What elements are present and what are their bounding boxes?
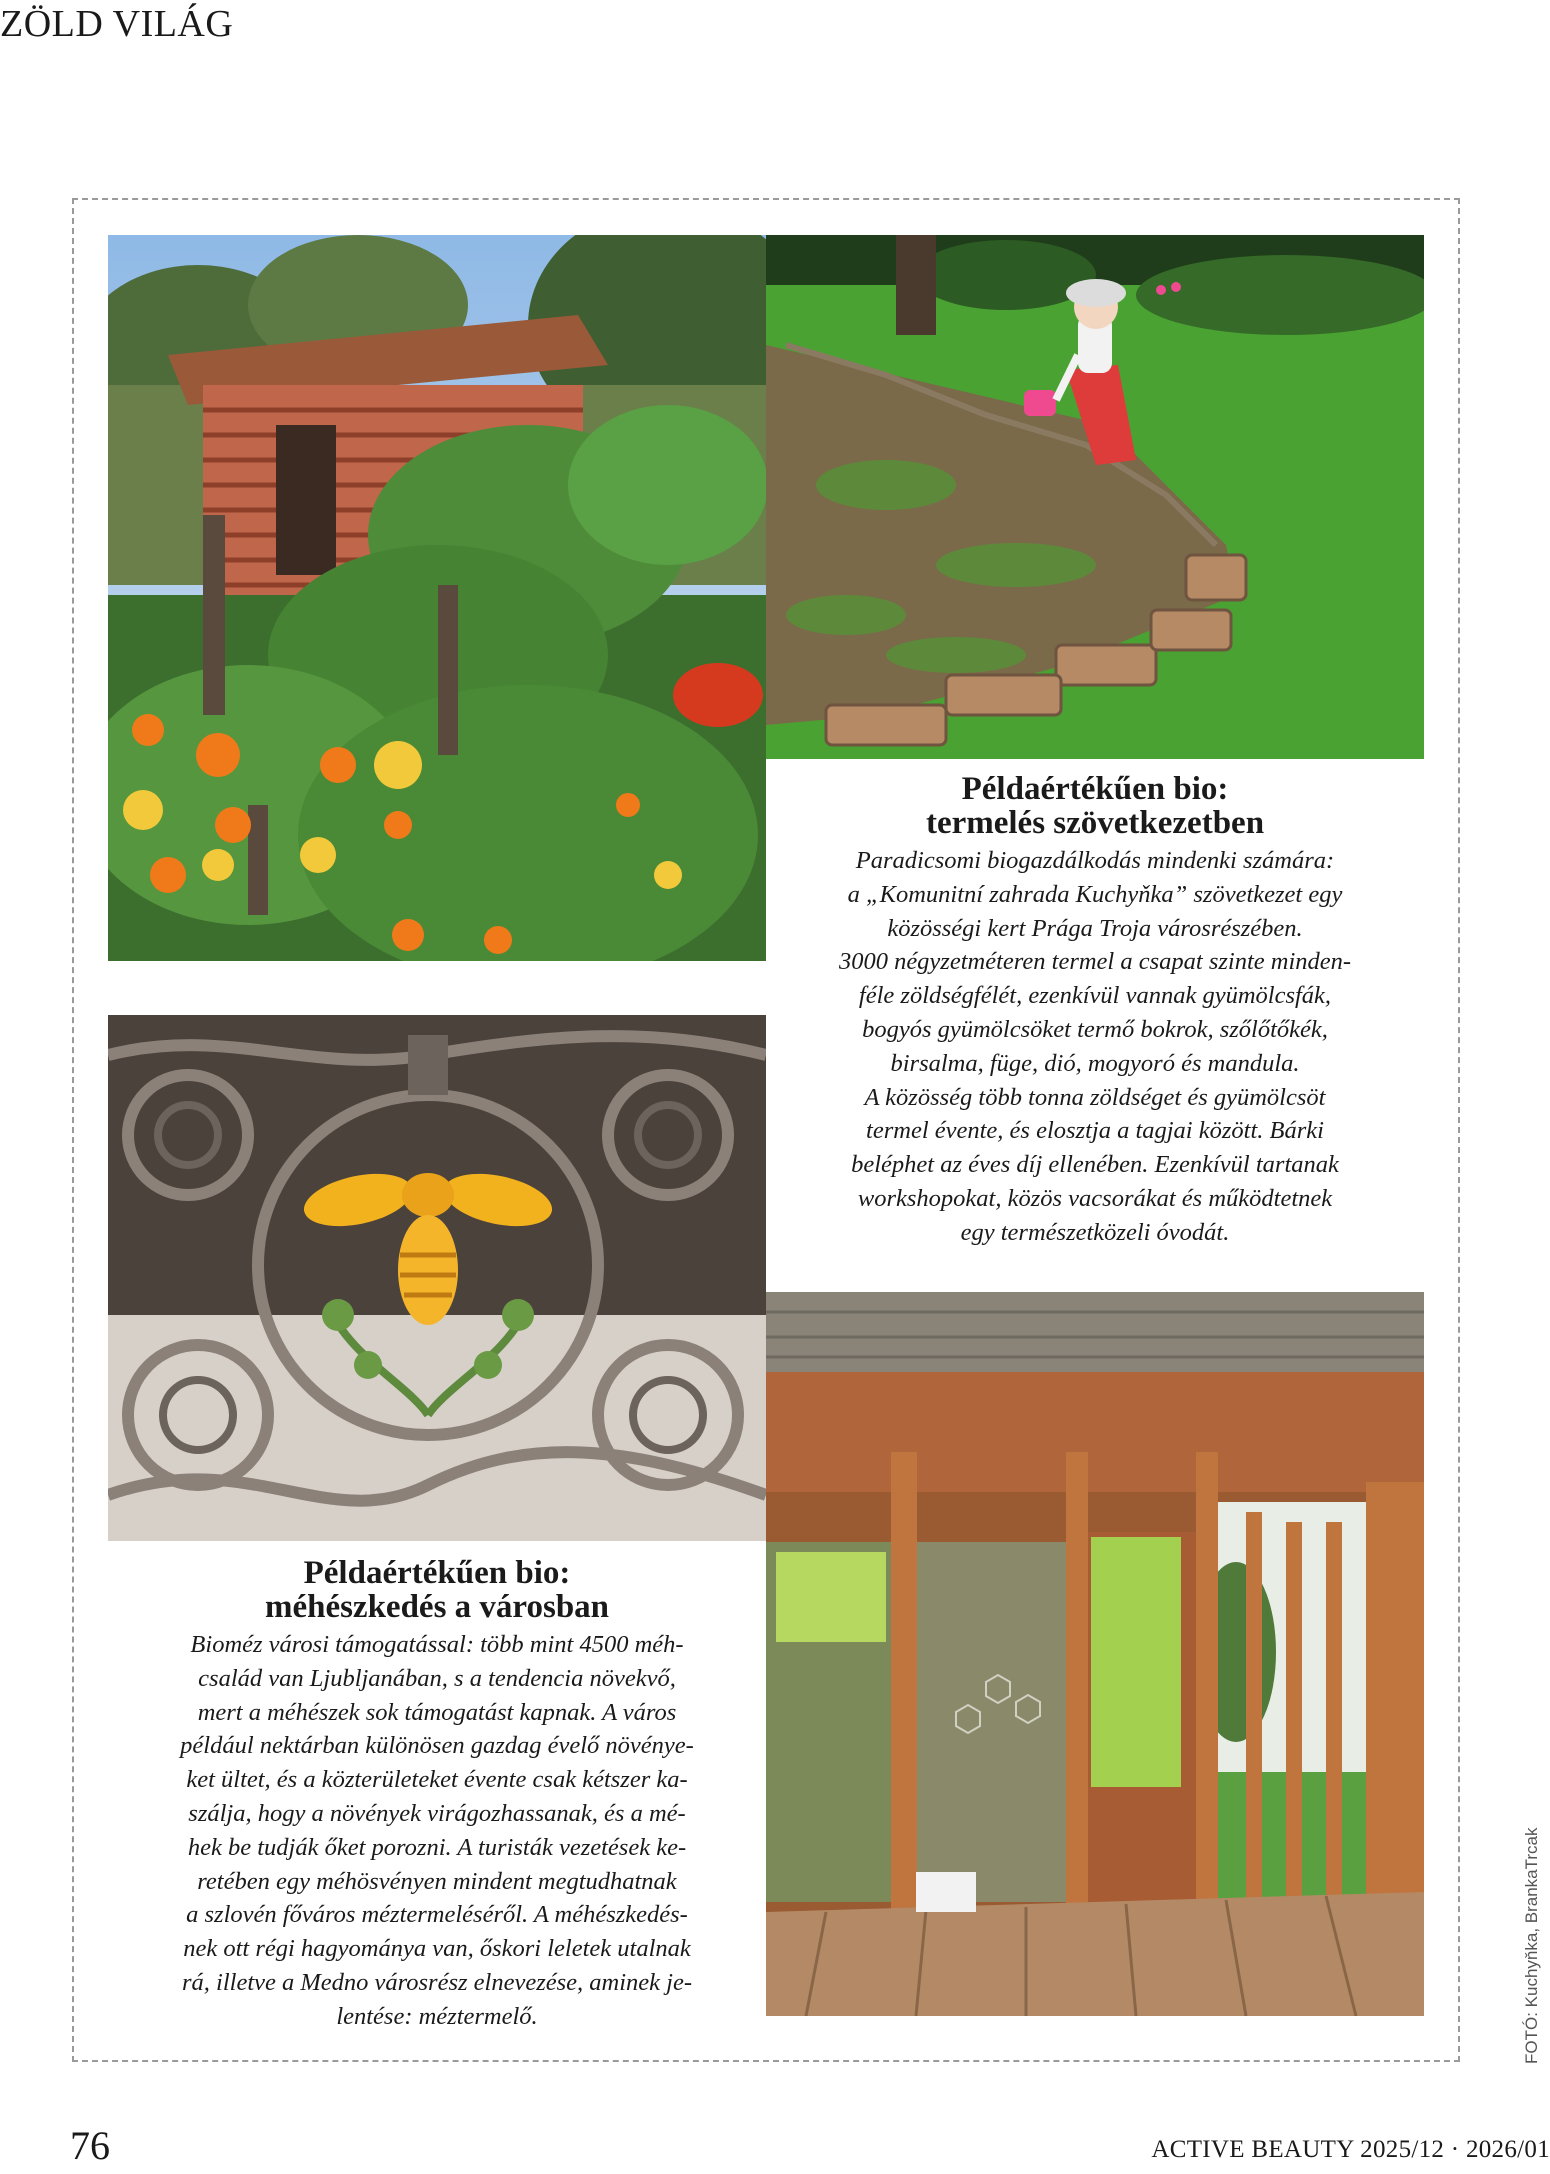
article-ljubljana-title: Példaértékűen bio: méhészkedés a városban <box>264 1555 610 1625</box>
photo-credit: FOTÓ: Kuchyňka, BrankaTrcak <box>1522 1827 1541 2064</box>
bee-ironwork-photo <box>108 1015 766 1541</box>
article-prague <box>770 772 1420 1250</box>
article-prague-body: Paradicsomi biogazdálkodás mindenki számára: a „Komunitní zahrada Kuchyňka” szövetkezet egy közösségi kert Prága Troja városrészében. 3000 négyzetméteren termel a csapat szinte minden- féle zöldségfélét, ezenkívül vannak gyümölcsfák, bogyós gyümölcsöket termő bokrok, szőlőtőkék, birsalma, füge, dió, mogyoró és mandula. A közösség több tonna zöldséget és gyümölcsöt termel évente, és elosztja a tagjai között. Bárki beléphet az éves díj ellenében. Ezenkívül tartanak workshopokat, közös vacsorákat és működtetnek egy természetközeli óvodát. <box>838 847 1352 1246</box>
wooden-pavilion-photo <box>766 1292 1424 2016</box>
article-ljubljana <box>108 1556 766 2034</box>
article-prague-title: Példaértékűen bio: termelés szövetkezetben <box>925 771 1265 841</box>
article-ljubljana-body: Bioméz városi támogatással: több mint 4500 méh- család van Ljubljanában, s a tendencia növekvő, mert a méhészek sok támogatást kapnak. A város például nektárban különösen gazdag évelő növénye- ket ültet, és a közterületeket évente csak kétszer ka- szálja, hogy a növények virágozhassanak, és a mé- hek be tudják őket porozni. A turisták vezetések ke- retében egy méhösvényen mindent megtudhatnak a szlovén főváros méztermeléséről. A méhészkedés- nek ott régi hagyománya van, őskori leletek utalnak rá, illetve a Medno városrész elnevezése, aminek je- lentése: méztermelő. <box>180 1631 694 2030</box>
child-watering-photo <box>766 235 1424 759</box>
garden-shed-photo <box>108 235 766 961</box>
section-title: ZÖLD VILÁG <box>0 3 234 45</box>
magazine-issue: ACTIVE BEAUTY 2025/12 · 2026/01 <box>1151 2136 1550 2163</box>
page-number: 76 <box>70 2123 110 2168</box>
